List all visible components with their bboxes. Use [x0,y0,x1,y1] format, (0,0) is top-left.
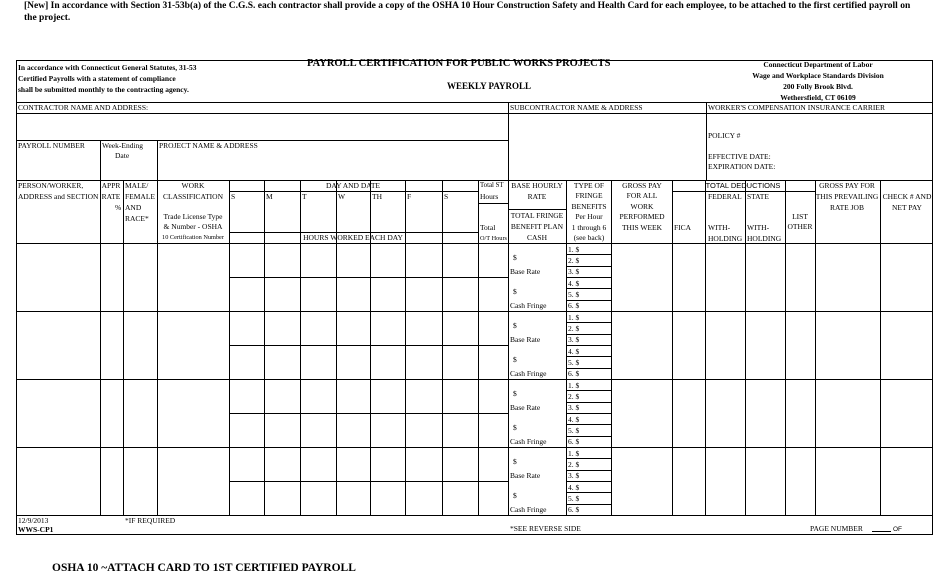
benefit-plan-label: BENEFIT PLAN [510,222,564,231]
fica-right-rule [705,191,706,515]
subcontractor-name-field[interactable] [510,113,704,179]
payroll-number-field[interactable] [18,152,99,179]
column-rule [745,180,746,515]
department-address-line: Wage and Workplace Standards Division [752,71,884,80]
osha-footer-title: OSHA 10 ~ATTACH CARD TO 1ST CERTIFIED PAYROLL [52,562,356,574]
rate-job-label: RATE JOB [830,203,864,212]
footer-date: 12/9/2013 [18,516,49,525]
type-fringe-label: 1 through 6 [571,222,607,232]
type-fringe-label: Per Hour [575,212,603,222]
column-header-bottom [16,243,933,244]
federal-label: FEDERAL [708,192,742,201]
fringe-item-3-5: 6. $ [568,505,580,515]
fringe-item-0-4: 5. $ [568,289,580,299]
federal-with-label: WITH- [708,223,731,232]
column-rule [229,180,230,515]
worker-block-mid [229,481,508,482]
fringe-item-2-4: 5. $ [568,425,580,435]
gross-pay-label: WORK [630,201,654,211]
base-fringe-divider [508,209,566,210]
cash-fringe-dollar-3: $ [513,491,517,500]
cash-label: CASH [526,233,547,242]
base-rate-label-1: Base Rate [510,335,541,344]
osha-cert-label: 10 Certification Number [162,234,224,241]
fringe-item-1-2: 3. $ [568,335,580,345]
base-rate-dollar-2: $ [513,389,517,398]
base-rate-dollar-1: $ [513,321,517,330]
page-of-label: OF [893,526,903,533]
day-label-2: T [302,192,307,201]
fringe-item-3-2: 3. $ [568,471,580,481]
base-rate-dollar-0: $ [513,253,517,262]
list-label: LIST [792,212,808,221]
fringe-item-0-2: 3. $ [568,267,580,277]
fringe-item-2-0: 1. $ [568,380,580,390]
total-fringe-label: TOTAL FRINGE [510,211,564,220]
federal-holding-label: HOLDING [708,234,743,243]
total-ot-hours-label: O/T Hours [480,235,507,242]
see-reverse-note: *SEE REVERSE SIDE [510,524,581,533]
payroll-number-label: PAYROLL NUMBER [18,141,85,150]
classification-label: CLASSIFICATION [162,192,223,201]
total-st-divider [478,203,508,204]
subcontractor-left-rule [508,102,509,180]
subcontractor-label: SUBCONTRACTOR NAME & ADDRESS [510,103,643,112]
policy-label: POLICY # [708,131,741,140]
worker-name-field-1[interactable] [18,313,99,377]
type-fringe-label: TYPE OF [573,181,605,190]
worker-block-bottom [16,311,933,312]
column-rule [300,180,301,515]
cash-fringe-dollar-1: $ [513,355,517,364]
total-deductions-label: TOTAL DEDUCTIONS [705,181,781,190]
worker-block-bottom [16,447,933,448]
person-worker-label: PERSON/WORKER, [18,181,84,190]
week-ending-label-2: Date [115,151,130,160]
fringe-item-3-3: 4. $ [568,482,580,492]
type-fringe-label: (see back) [573,233,605,242]
fringe-item-1-1: 2. $ [568,323,580,333]
column-rule [100,180,101,515]
day-label-6: S [444,192,449,201]
fringe-item-2-1: 2. $ [568,391,580,401]
worker-name-field-3[interactable] [18,449,99,513]
project-label: PROJECT NAME & ADDRESS [159,141,258,150]
worker-block-mid [229,345,508,346]
gross-pay-label: THIS WEEK [621,222,663,232]
department-address-line: Connecticut Department of Labor [763,60,873,69]
appr-rate-label: RATE [101,192,121,201]
appr-percent-label: % [115,203,122,212]
column-rule [442,180,443,515]
base-rate-label-0: Base Rate [510,267,541,276]
worker-block-mid [229,413,508,414]
male-female-race-label: MALE/ [125,181,149,190]
osha-notice: [New] In accordance with Section 31-53b(a) of the C.G.S. each contractor shall provide a copy of the OSHA 10 Hour Construction Safety and Health Card for each employee, to be attached to the first certified payroll on the project. [24,1,911,23]
fringe-item-0-0: 1. $ [568,244,580,254]
workers-comp-label: WORKER'S COMPENSATION INSURANCE CARRIER [708,103,885,112]
trade-license-label: Trade License Type [163,212,223,221]
fringe-item-3-4: 5. $ [568,493,580,503]
net-pay-label: NET PAY [892,203,922,212]
worker-block-bottom [16,379,933,380]
column-rule [264,180,265,515]
day-label-5: F [407,192,412,201]
payroll-number-right-rule [100,140,101,180]
payroll-row-top [16,140,508,141]
page-number-line [872,531,891,532]
fringe-item-0-1: 2. $ [568,255,580,265]
fringe-item-2-3: 4. $ [568,414,580,424]
male-female-race-label: RACE* [125,214,149,223]
column-rule [880,180,881,515]
fringe-item-2-5: 6. $ [568,437,580,447]
form-subtitle: WEEKLY PAYROLL [446,81,532,91]
base-hourly-label: BASE HOURLY [511,181,563,190]
form-title: PAYROLL CERTIFICATION FOR PUBLIC WORKS PROJECTS [307,58,611,69]
form-number: WWS-CP1 [18,525,54,534]
work-label: WORK [181,181,205,190]
column-rule [336,180,337,515]
total-ot-label: Total [480,223,496,232]
base-rate-label-3: Base Rate [510,471,541,480]
fringe-item-1-0: 1. $ [568,312,580,322]
total-st-hours-label: Hours [480,192,499,201]
person-address-label: ADDRESS and SECTION [18,192,99,201]
if-required-note: *IF REQUIRED [125,516,176,525]
contractor-label: CONTRACTOR NAME AND ADDRESS: [18,103,149,112]
worker-name-field-2[interactable] [18,381,99,445]
day-and-date-label: DAY AND DATE [325,181,381,190]
state-holding-label: HOLDING [747,234,782,243]
fringe-item-0-3: 4. $ [568,278,580,288]
cash-fringe-label-2: Cash Fringe [510,437,547,446]
worker-name-field-0[interactable] [18,245,99,309]
contractor-name-field[interactable] [18,113,506,139]
statute-note-line: In accordance with Connecticut General Statutes, 31-53 [18,63,197,72]
fringe-item-3-1: 2. $ [568,459,580,469]
day-label-1: M [266,192,273,201]
gross-pay-label: FOR ALL [626,191,658,201]
fringe-item-2-2: 3. $ [568,403,580,413]
day-label-4: TH [372,192,382,201]
cash-fringe-dollar-2: $ [513,423,517,432]
check-net-label: CHECK # AND [882,192,932,201]
gross-pay-label: PERFORMED [619,212,665,222]
male-female-race-label: FEMALE [125,192,155,201]
trade-number-label: & Number - OSHA [163,222,223,231]
column-rule [815,180,816,515]
this-prevailing-label: THIS PREVAILING [815,192,879,201]
department-address-line: Wethersfield, CT 06109 [780,93,856,102]
column-rule [478,180,479,515]
cash-fringe-label-0: Cash Fringe [510,301,547,310]
statute-note-line: Certified Payrolls with a statement of compliance [18,74,176,83]
column-rule [123,180,124,515]
workers-comp-left-rule [706,102,707,180]
total-deductions-bottom [672,191,815,192]
fringe-item-1-5: 6. $ [568,369,580,379]
total-st-label: Total ST [480,182,504,189]
type-fringe-label: FRINGE [575,191,603,201]
day-label-0: S [231,192,236,201]
state-label: STATE [747,192,769,201]
week-ending-field[interactable] [102,162,156,179]
type-fringe-label: BENEFITS [571,201,607,211]
project-address-field[interactable] [159,152,506,179]
fringe-item-3-0: 1. $ [568,448,580,458]
worker-block-mid [229,277,508,278]
statute-note-line: shall be submitted monthly to the contracting agency. [18,85,189,94]
state-with-label: WITH- [747,223,770,232]
week-ending-right-rule [157,140,158,180]
gross-prevailing-label: GROSS PAY FOR [819,181,875,190]
base-rate-label: RATE [527,192,547,201]
gross-pay-label: GROSS PAY [622,181,662,190]
department-address-line: 200 Folly Brook Blvd. [783,82,853,91]
base-rate-dollar-3: $ [513,457,517,466]
expiration-date-label: EXPIRATION DATE: [708,162,776,171]
cash-fringe-dollar-0: $ [513,287,517,296]
fringe-item-1-3: 4. $ [568,346,580,356]
week-ending-label: Week-Ending [102,141,144,150]
cash-fringe-label-3: Cash Fringe [510,505,547,514]
appr-label: APPR [101,181,121,190]
column-rule [370,180,371,515]
cash-fringe-label-1: Cash Fringe [510,369,547,378]
page-number-label: PAGE NUMBER [810,524,863,533]
other-label: OTHER [787,222,813,231]
fringe-item-1-4: 5. $ [568,357,580,367]
effective-date-label: EFFECTIVE DATE: [708,152,771,161]
hours-worked-label: HOURS WORKED EACH DAY [303,233,403,242]
column-rule [405,180,406,515]
day-label-3: W [338,192,346,201]
fringe-item-0-5: 6. $ [568,301,580,311]
fica-label: FICA [674,223,692,232]
male-female-race-label: AND [125,203,142,212]
base-rate-label-2: Base Rate [510,403,541,412]
